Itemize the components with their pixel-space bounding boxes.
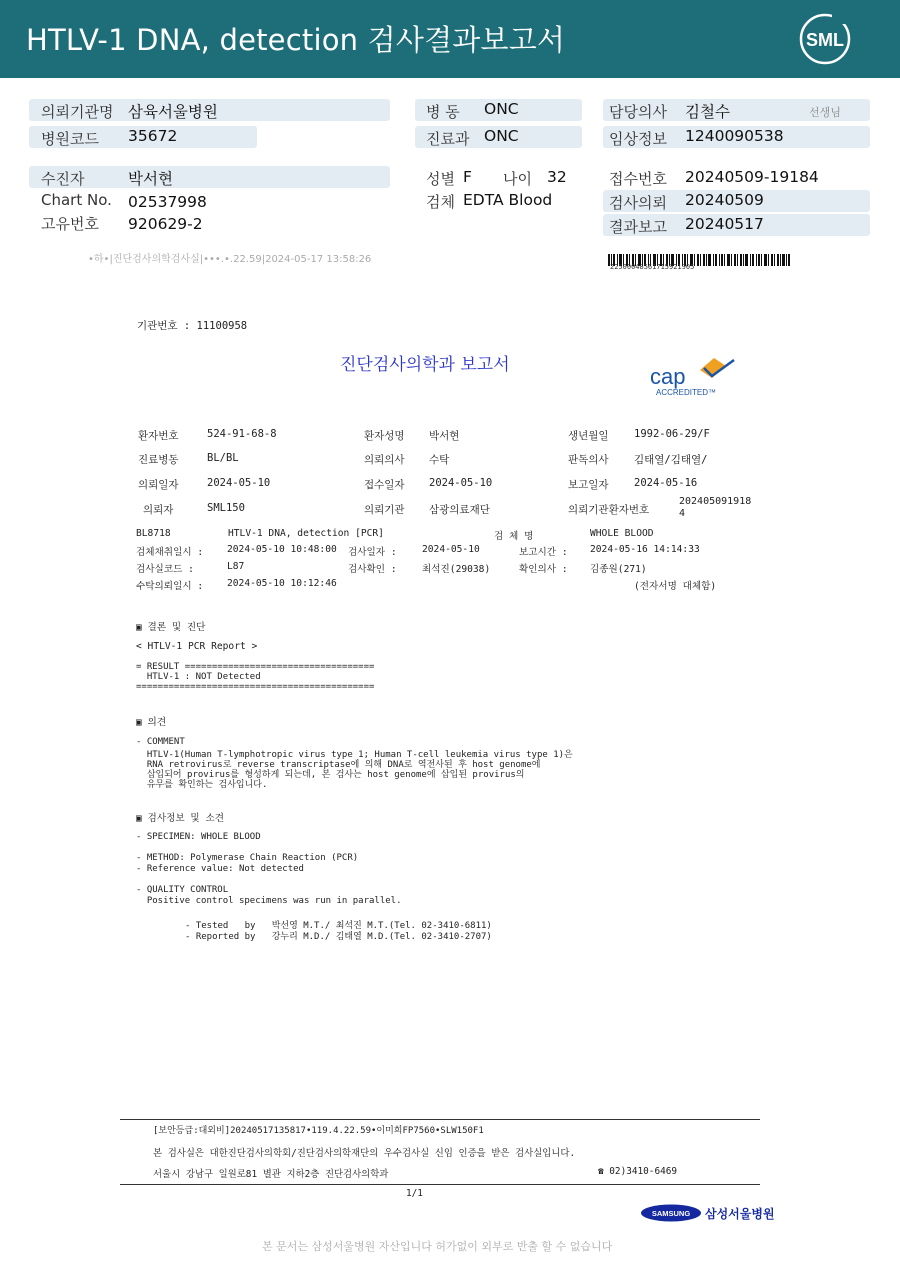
header-bar xyxy=(0,0,900,78)
comment-line-4: 유무를 확인하는 검사입니다. xyxy=(136,780,268,790)
dept-value: ONC xyxy=(484,127,519,145)
uid-value: 920629-2 xyxy=(128,215,203,233)
method-line: - METHOD: Polymerase Chain Reaction (PCR) xyxy=(136,853,359,863)
consign-value: 2024-05-10 10:12:46 xyxy=(227,578,337,589)
access-log: •하•|진단검사의학검사실|•••.•.22.59|2024-05-17 13:58:26 xyxy=(88,254,372,265)
institution-value: 삼육서울병원 xyxy=(128,103,218,121)
specimen-value: EDTA Blood xyxy=(463,191,553,209)
receipt-value: 20240509-19184 xyxy=(685,168,819,186)
patient-label: 수진자 xyxy=(41,170,85,188)
doctor-suffix: 선생님 xyxy=(809,106,841,119)
samsung-logo-text: SAMSUNG xyxy=(651,1209,691,1218)
receipt-label: 접수번호 xyxy=(609,170,667,188)
patient-value: 박서현 xyxy=(128,170,173,188)
doctor-value: 김철수 xyxy=(685,103,730,121)
samsung-hospital-name: 삼성서울병원 xyxy=(705,1207,775,1221)
result-value: HTLV-1 : NOT Detected xyxy=(136,672,261,682)
certification-line: 본 검사실은 대한진단검사의학회/진단검사의학재단의 우수검사실 신임 인증을 받은 검사실입니다. xyxy=(153,1148,576,1159)
grid-r0-c0: 환자번호 xyxy=(138,430,179,442)
chart-label: Chart No. xyxy=(41,191,112,209)
request-value: 20240509 xyxy=(685,191,764,209)
report-time-value: 2024-05-16 14:14:33 xyxy=(590,544,700,555)
grid-r1-c5: 김태열/김태열/ xyxy=(634,454,708,466)
comment-line-3: 삽입되어 provirus를 형성하게 되는데, 본 검사는 host genome에 삽입된 provirus의 xyxy=(136,770,525,780)
grid-r2-c0: 의뢰일자 xyxy=(138,479,179,491)
grid-r2-c3: 2024-05-10 xyxy=(429,477,493,489)
request-label: 검사의뢰 xyxy=(609,194,667,212)
result-end-line: ============================================ xyxy=(136,682,375,692)
phone-line: ☎ 02)3410-6469 xyxy=(598,1166,678,1177)
sex-value: F xyxy=(463,168,472,186)
specimen-label: 검체 xyxy=(426,193,455,211)
grid-r3-c3: 삼광의료재단 xyxy=(429,504,490,516)
ward-label: 병 동 xyxy=(426,103,460,121)
address-line: 서울시 강남구 일원로81 별관 지하2층 진단검사의학과 xyxy=(153,1169,389,1180)
qc-label: - QUALITY CONTROL xyxy=(136,885,229,895)
confirm-doctor-value: 김종원(271) xyxy=(590,564,647,575)
confirm-label: 검사확인 : xyxy=(348,564,397,575)
grid-r0-c3: 박서현 xyxy=(429,430,460,442)
institution-label: 의뢰기관명 xyxy=(41,103,114,121)
grid-r3-c0: 의뢰자 xyxy=(143,504,174,516)
hospital-code-label: 병원코드 xyxy=(41,130,99,148)
chart-value: 02537998 xyxy=(128,193,207,211)
grid-r2-c1: 2024-05-10 xyxy=(207,477,271,489)
cap-accredited-logo xyxy=(648,356,738,398)
grid-r2-c2: 접수일자 xyxy=(364,479,405,491)
page-title: HTLV-1 DNA, detection 검사결과보고서 xyxy=(26,23,566,57)
grid-r3-c5: 202405091918 xyxy=(679,496,752,507)
ward-value: ONC xyxy=(484,100,519,118)
confirm-doctor-label: 확인의사 : xyxy=(519,564,568,575)
report-footer-divider-bottom xyxy=(120,1184,760,1185)
reference-line: - Reference value: Not detected xyxy=(136,864,304,874)
grid-r0-c4: 생년월일 xyxy=(568,430,609,442)
clinical-value: 1240090538 xyxy=(685,127,784,145)
clinical-label: 임상정보 xyxy=(609,130,667,148)
grid-r1-c1: BL/BL xyxy=(207,452,239,464)
test-name: HTLV-1 DNA, detection [PCR] xyxy=(228,528,384,539)
collection-label: 검체채취일시 : xyxy=(136,547,204,558)
hospital-code-value: 35672 xyxy=(128,127,178,145)
security-line: [보안등급:대외비]20240517135817•119.4.22.59•이미희FP7560•SLW150F1 xyxy=(153,1126,484,1136)
specimen-name-value: WHOLE BLOOD xyxy=(590,528,654,539)
uid-label: 고유번호 xyxy=(41,215,99,233)
tested-by: - Tested by 박선영 M.T./ 최석진 M.T.(Tel. 02-3410-6811) xyxy=(185,921,492,931)
sex-label: 성별 xyxy=(426,170,455,188)
report-label: 결과보고 xyxy=(609,218,667,236)
section-opinion: ▣ 의견 xyxy=(136,717,167,728)
specimen-name-label: 검 체 명 xyxy=(494,531,534,542)
section-test-info: ▣ 검사정보 및 소견 xyxy=(136,813,224,824)
report-title: 진단검사의학과 보고서 xyxy=(340,355,510,375)
pcr-report-heading: < HTLV-1 PCR Report > xyxy=(136,641,258,652)
reported-by: - Reported by 강누리 M.D./ 김태열 M.D.(Tel. 02-3410-2707) xyxy=(185,932,492,942)
grid-r0-c1: 524-91-68-8 xyxy=(207,428,277,440)
test-code: BL8718 xyxy=(136,528,171,539)
confirm-value: 최석진(29038) xyxy=(422,564,491,575)
barcode xyxy=(608,251,790,263)
comment-label: - COMMENT xyxy=(136,737,185,747)
page-number: 1/1 xyxy=(406,1188,423,1199)
doctor-label: 담당의사 xyxy=(609,103,667,121)
grid-r3-c1: SML150 xyxy=(207,502,245,514)
grid-r1-c4: 판독의사 xyxy=(568,454,609,466)
age-value: 32 xyxy=(547,168,567,186)
esign-note: (전자서명 대체함) xyxy=(634,581,717,592)
exam-date-value: 2024-05-10 xyxy=(422,544,480,555)
consign-label: 수탁의뢰일시 : xyxy=(136,581,204,592)
samsung-logo xyxy=(640,1204,702,1222)
cap-logo-subtext: ACCREDITED™ xyxy=(656,388,717,397)
grid-r3-c4: 의뢰기관환자번호 xyxy=(568,504,650,516)
grid-r0-c5: 1992-06-29/F xyxy=(634,428,710,440)
grid-r1-c0: 진료병동 xyxy=(138,454,179,466)
qc-text: Positive control specimens was run in parallel. xyxy=(136,896,402,906)
grid-r2-c4: 보고일자 xyxy=(568,479,609,491)
report-footer-divider-top xyxy=(120,1119,760,1120)
collection-value: 2024-05-10 10:48:00 xyxy=(227,544,337,555)
specimen-line: - SPECIMEN: WHOLE BLOOD xyxy=(136,832,261,842)
report-value: 20240517 xyxy=(685,215,764,233)
institution-number: 기관번호 : 11100958 xyxy=(137,320,248,332)
section-conclusion: ▣ 결론 및 진단 xyxy=(136,622,206,633)
exam-date-label: 검사일자 : xyxy=(348,547,397,558)
room-code-value: L87 xyxy=(227,561,245,572)
result-start-line: = RESULT =================================== xyxy=(136,662,375,672)
confidential-notice: 본 문서는 삼성서울병원 자산입니다 허가없이 외부로 반출 할 수 없습니다 xyxy=(262,1240,613,1253)
sml-logo-text: SML xyxy=(806,30,844,50)
comment-line-2: RNA retrovirus로 reverse transcriptase에 의해 DNA로 역전사된 후 host genome에 xyxy=(136,760,541,770)
grid-r2-c5: 2024-05-16 xyxy=(634,477,698,489)
grid-r1-c3: 수탁 xyxy=(429,454,450,466)
sml-logo xyxy=(798,12,852,66)
grid-r0-c2: 환자성명 xyxy=(364,430,405,442)
report-time-label: 보고시간 : xyxy=(519,547,568,558)
barcode-number: 22500048561715921905 xyxy=(610,263,695,271)
dept-label: 진료과 xyxy=(426,130,470,148)
comment-line-1: HTLV-1(Human T-lymphotropic virus type 1; Human T-cell leukemia virus type 1)은 xyxy=(136,750,573,760)
room-code-label: 검사실코드 : xyxy=(136,564,194,575)
grid-r3-c2: 의뢰기관 xyxy=(364,504,405,516)
age-label: 나이 xyxy=(503,170,532,188)
cap-logo-text: cap xyxy=(650,364,686,389)
grid-r3-c5-extra: 4 xyxy=(679,508,686,519)
grid-r1-c2: 의뢰의사 xyxy=(364,454,405,466)
